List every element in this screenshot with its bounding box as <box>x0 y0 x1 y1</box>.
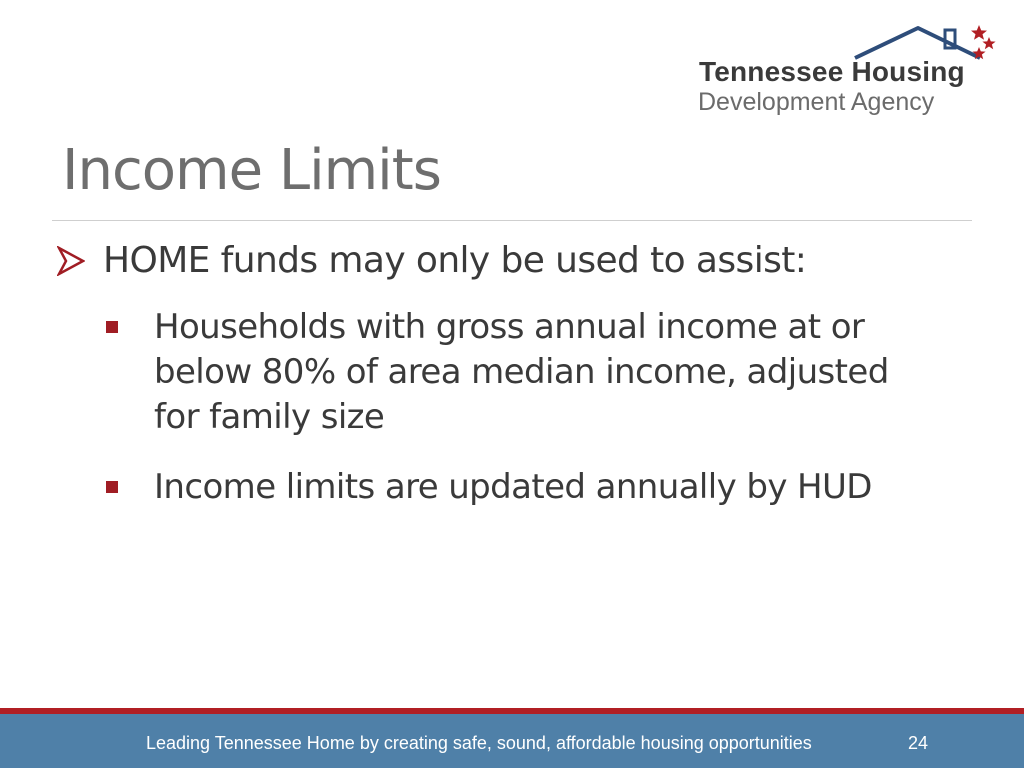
sub-bullet-text: Households with gross annual income at or below 80% of area median income, adjusted for family size <box>154 307 889 437</box>
arrow-bullet-icon <box>57 246 85 276</box>
tennessee-housing-logo <box>690 18 1010 118</box>
sub-bullet-text: Income limits are updated annually by HUD <box>154 467 872 507</box>
square-bullet-icon <box>106 481 118 493</box>
page-number: 24 <box>908 733 929 753</box>
footer-tagline: Leading Tennessee Home by creating safe, sound, affordable housing opportunities <box>146 733 812 753</box>
title-divider <box>52 220 972 221</box>
square-bullet-icon <box>106 321 118 333</box>
sub-bullet-hud-updates <box>106 465 926 515</box>
logo-text-line2: Development Agency <box>698 88 935 116</box>
sub-bullet-income-threshold <box>106 305 926 445</box>
slide-title: Income Limits <box>62 138 441 203</box>
logo-text-line1: Tennessee Housing <box>699 56 965 87</box>
main-bullet-text: HOME funds may only be used to assist: <box>103 240 807 281</box>
footer-bar <box>0 714 1024 768</box>
